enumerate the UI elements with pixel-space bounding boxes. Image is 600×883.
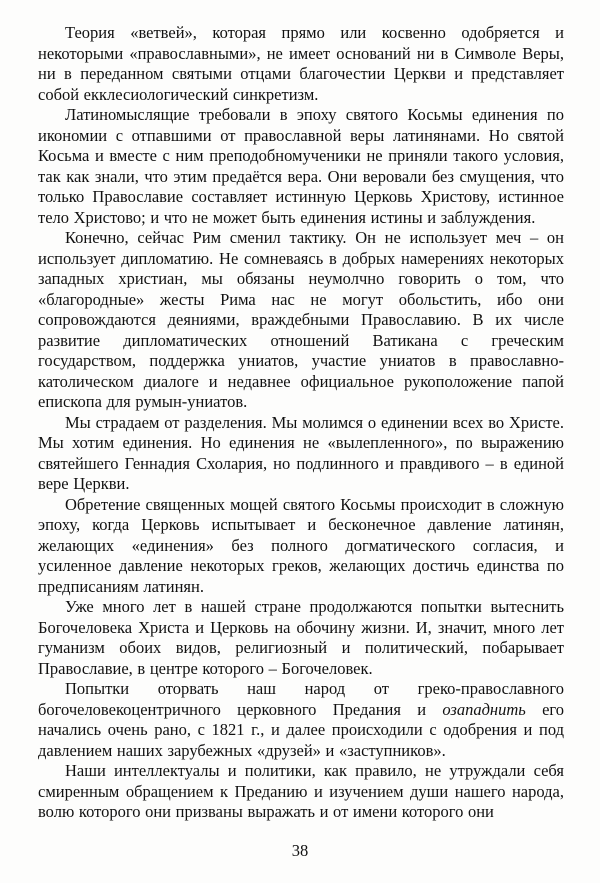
- paragraph-run: Уже много лет в нашей стране продолжаются попытки вытеснить Богочеловека Христа и Церковь на обочину жизни. И, значит, много лет гуманизм обоих видов, религиозный и политический, побарывает Православие, в центре которого – Богочеловек.: [38, 597, 564, 678]
- paragraph-run: Попытки оторвать наш народ от греко-православного богочеловекоцентричного церковного Предания и: [38, 679, 564, 719]
- paragraph-run: Наши интеллектуалы и политики, как правило, не утруждали себя смиренным обращением к Преданию и изучением души нашего народа, волю которого они призваны выражать и от имени которого они: [38, 761, 564, 821]
- paragraph: [38, 228, 564, 413]
- paragraph-run: Обретение священных мощей святого Косьмы происходит в сложную эпоху, когда Церковь испытывает и бесконечное давление латинян, желающих «единения» без полного догматического согласия, и усиленное давление некоторых греков, желающих достичь единства по предписаниям латинян.: [38, 494, 564, 596]
- page-number: 38: [291, 841, 309, 860]
- paragraph: [38, 105, 564, 228]
- paragraph-run: Латиномыслящие требовали в эпоху святого Косьмы единения по икономии с отпавшими от православной веры латинянами. Но святой Косьма и вместе с ним преподобномученики не приняли такого условия, так как знали, что этим предаётся вера. Они веровали без смущения, что только Православие составляет истинную Церковь Христову, истинное тело Христово; и что не может быть единения истины и заблуждения.: [38, 105, 564, 227]
- paragraph-run: Конечно, сейчас Рим сменил тактику. Он не использует меч – он использует дипломатию. Не сомневаясь в добрых намерениях некоторых западных христиан, мы обязаны неумолчно говорить о том, что «благородные» жесты Рима нас не могут обольстить, ибо они сопровождаются деяниями, враждебными Православию. В их числе развитие дипломатических отношений Ватикана с греческим государством, поддержка униатов, участие униатов в православно-католическом диалоге и недавнее официальное рукоположение папой епископа для румын-униатов.: [38, 228, 564, 411]
- paragraph: [38, 679, 564, 761]
- paragraph: [38, 495, 564, 598]
- paragraph: [38, 761, 564, 823]
- paragraph-run-italic: озападнить: [442, 699, 526, 719]
- paragraph: [38, 597, 564, 679]
- paragraph-run: его начались очень рано, с 1821 г., и далее происходили с одобрения и под давлением наших зарубежных «друзей» и «заступников».: [38, 699, 564, 760]
- paragraph: [38, 413, 564, 495]
- paragraph: [38, 23, 564, 105]
- paragraph-run: Мы страдаем от разделения. Мы молимся о единении всех во Христе. Мы хотим единения. Но единения не «вылепленного», по выражению святейшего Геннадия Схолария, но подлинного и правдивого – в единой вере Церкви.: [38, 412, 564, 493]
- text-block: [38, 23, 564, 823]
- paragraph-run: Теория «ветвей», которая прямо или косвенно одобряется и некоторыми «православными», не имеет оснований ни в Символе Веры, ни в переданном святыми отцами благочестии Церкви и представляет собой екклесиологический синкретизм.: [38, 23, 564, 104]
